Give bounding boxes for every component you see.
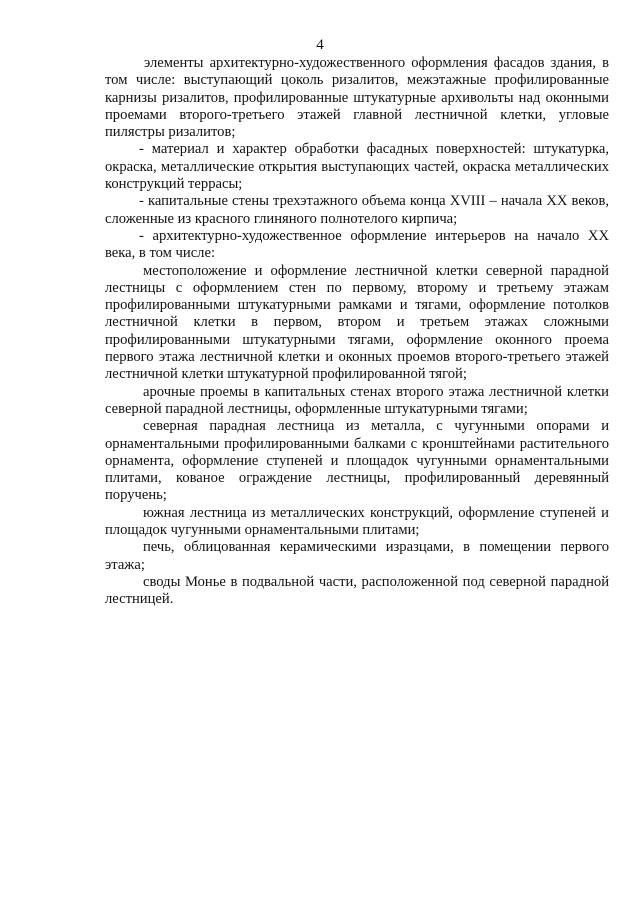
- paragraph-capital-walls: - капитальные стены трехэтажного объема конца XVIII – начала XX веков, сложенные из красного глиняного полнотелого кирпича;: [105, 193, 609, 227]
- paragraph-north-staircase-cell: местоположение и оформление лестничной клетки северной парадной лестницы с оформлением стен по первому, второму и третьему этажам профилированными штукатурными рамками и тягами, оформление потолков лестничной клетки в первом, втором и третьем этажах сложными профилированными штукатурными тягами, оформление оконного проема первого этажа лестничной клетки и оконных проемов второго-третьего этажей лестничной клетки штукатурной профилированной тягой;: [105, 262, 609, 383]
- paragraph-south-staircase: южная лестница из металлических конструкций, оформление ступеней и площадок чугунными орнаментальными плитами;: [105, 504, 609, 539]
- document-body: [105, 55, 609, 609]
- page-number: 4: [316, 37, 324, 53]
- paragraph-arched-openings: арочные проемы в капитальных стенах второго этажа лестничной клетки северной парадной лестницы, оформленные штукатурными тягами;: [105, 383, 609, 417]
- paragraph-interior-design: - архитектурно-художественное оформление интерьеров на начало XX века, в том числе:: [105, 227, 609, 262]
- paragraph-north-staircase: северная парадная лестница из металла, с чугунными опорами и орнаментальными профилированными балками с кронштейнами растительного орнамента, оформление ступеней и площадок чугунными орнаментальными плитами, кованое ограждение лестницы, профилированный деревянный поручень;: [105, 418, 609, 504]
- paragraph-monier-vaults: своды Монье в подвальной части, расположенной под северной парадной лестницей.: [105, 573, 609, 608]
- paragraph-facade-materials: - материал и характер обработки фасадных поверхностей: штукатурка, окраска, металлические открытия выступающих частей, окраска металлических конструкций террасы;: [105, 141, 609, 193]
- paragraph-facade-elements: элементы архитектурно-художественного оформления фасадов здания, в том числе: выступающий цоколь ризалитов, межэтажные профилированные карнизы ризалитов, профилированные штукатурные архивольты над оконными проемами второго-третьего этажей главной лестничной клетки, угловые пилястры ризалитов;: [105, 55, 609, 141]
- paragraph-tiled-stove: печь, облицованная керамическими изразцами, в помещении первого этажа;: [105, 539, 609, 573]
